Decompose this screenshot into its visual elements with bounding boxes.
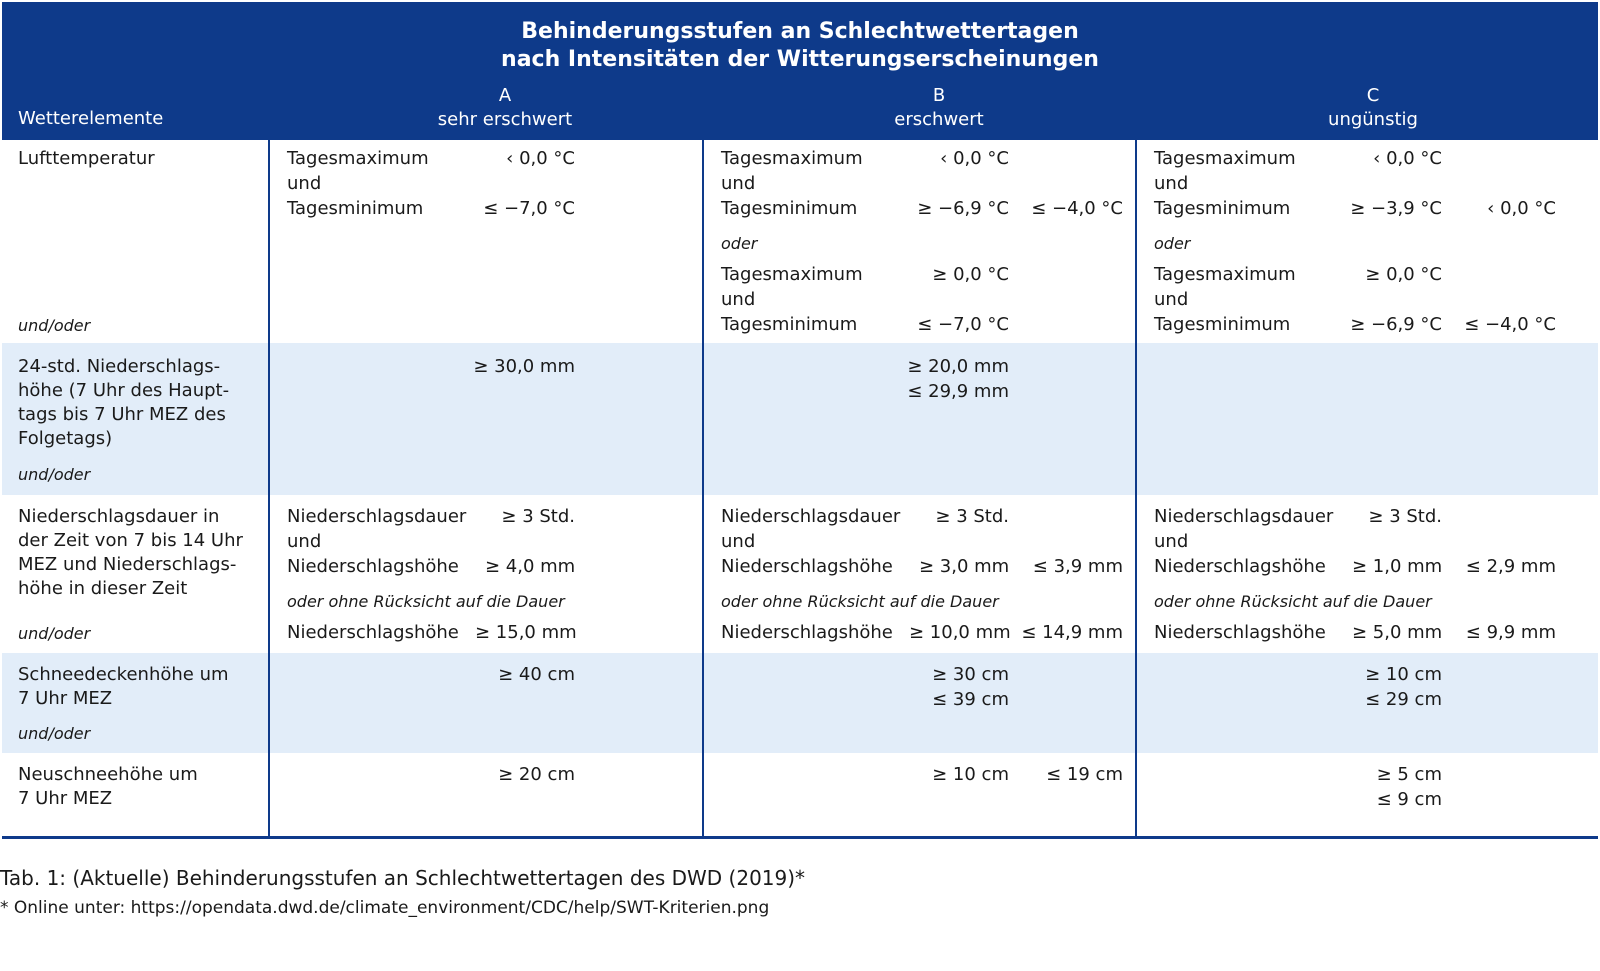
cell-label: Tagesminimum xyxy=(1154,314,1291,335)
row-label-lufttemperatur: Lufttemperatur xyxy=(18,148,155,169)
label-line: höhe (7 Uhr des Haupt- xyxy=(18,380,230,401)
table-title xyxy=(2,18,1598,74)
col-header-a xyxy=(405,84,605,132)
cell-oder: oder xyxy=(721,234,758,253)
cell-label: und xyxy=(287,531,322,552)
label-line: 24-std. Niederschlags- xyxy=(18,356,221,377)
row-band-niederschlag24 xyxy=(2,343,1598,495)
cell-value: ≥ 0,0 °C xyxy=(1365,264,1442,285)
cell-label: Tagesmaximum xyxy=(721,264,863,285)
und-oder-label: und/oder xyxy=(18,624,91,643)
cell-value: ≤ −7,0 °C xyxy=(483,198,575,219)
title-line-2: nach Intensitäten der Witterungserscheinungen xyxy=(501,47,1099,72)
cell-value: ≤ 29,9 mm xyxy=(907,381,1009,402)
label-line: Neuschneehöhe um xyxy=(18,764,198,785)
cell-label: Niederschlagshöhe xyxy=(721,556,893,577)
und-oder-label: und/oder xyxy=(18,465,91,484)
cell-value: ‹ 0,0 °C xyxy=(1373,148,1442,169)
cell-label: Niederschlagshöhe xyxy=(721,622,893,643)
criteria-table xyxy=(2,2,1598,839)
cell-label: Tagesmaximum xyxy=(1154,148,1296,169)
col-a-label: sehr erschwert xyxy=(437,109,573,130)
cell-label: Tagesmaximum xyxy=(721,148,863,169)
cell-label: Tagesminimum xyxy=(721,314,858,335)
column-divider xyxy=(702,140,704,836)
cell-ohne-dauer: oder ohne Rücksicht auf die Dauer xyxy=(721,592,999,611)
col-header-b xyxy=(839,84,1039,132)
cell-label: und xyxy=(721,289,756,310)
cell-value: ≥ −3,9 °C xyxy=(1350,198,1442,219)
label-line: der Zeit von 7 bis 14 Uhr xyxy=(18,530,243,551)
cell-value: ≥ 10,0 mm xyxy=(909,622,1011,643)
cell-value: ≤ 39 cm xyxy=(932,689,1009,710)
cell-value: ≥ 10 cm xyxy=(1365,664,1442,685)
cell-label: Tagesminimum xyxy=(721,198,858,219)
label-line: höhe in dieser Zeit xyxy=(18,578,188,599)
col-a-letter: A xyxy=(498,85,512,106)
row-label-niederschlagsdauer xyxy=(18,505,243,601)
cell-value: ≥ 3 Std. xyxy=(501,506,575,527)
cell-value: ≥ 1,0 mm xyxy=(1352,556,1443,577)
cell-value: ≥ 5 cm xyxy=(1376,764,1442,785)
col-c-label: ungünstig xyxy=(1328,109,1418,130)
label-line: MEZ und Niederschlags- xyxy=(18,554,237,575)
cell-label: Tagesmaximum xyxy=(287,148,429,169)
cell-value: ≥ 3 Std. xyxy=(935,506,1009,527)
cell-label: Tagesminimum xyxy=(1154,198,1291,219)
cell-value: ≥ 0,0 °C xyxy=(932,264,1009,285)
label-line: Niederschlagsdauer in xyxy=(18,506,220,527)
cell-value: ≥ 20,0 mm xyxy=(907,356,1009,377)
cell-ohne-dauer: oder ohne Rücksicht auf die Dauer xyxy=(287,592,565,611)
und-oder-label: und/oder xyxy=(18,316,91,335)
cell-value: ≥ −6,9 °C xyxy=(1350,314,1442,335)
cell-label: Niederschlagsdauer xyxy=(721,506,901,527)
cell-label: Niederschlagshöhe xyxy=(287,556,459,577)
table-caption: Tab. 1: (Aktuelle) Behinderungsstufen an Schlechtwettertagen des DWD (2019)* xyxy=(0,866,806,890)
cell-label: und xyxy=(721,173,756,194)
col-b-label: erschwert xyxy=(894,109,984,130)
cell-value: ≤ 2,9 mm xyxy=(1465,556,1556,577)
cell-label: Niederschlagsdauer xyxy=(1154,506,1334,527)
cell-value: ≤ 3,9 mm xyxy=(1032,556,1123,577)
cell-value: ≤ −4,0 °C xyxy=(1031,198,1123,219)
column-divider xyxy=(268,140,270,836)
cell-label: und xyxy=(287,173,322,194)
table-header xyxy=(2,2,1598,140)
cell-oder: oder xyxy=(1154,234,1191,253)
col-header-c xyxy=(1273,84,1473,132)
label-line: 7 Uhr MEZ xyxy=(18,788,113,809)
cell-value: ≥ 20 cm xyxy=(498,764,575,785)
label-line: Folgetags) xyxy=(18,428,113,449)
cell-value: ≥ 4,0 mm xyxy=(485,556,576,577)
cell-value: ≤ −4,0 °C xyxy=(1464,314,1556,335)
label-line: Schneedeckenhöhe um xyxy=(18,664,229,685)
row-label-neuschnee xyxy=(18,763,198,811)
col-header-wetterelemente: Wetterelemente xyxy=(18,108,164,129)
row-label-niederschlag24 xyxy=(18,355,229,451)
label-line: 7 Uhr MEZ xyxy=(18,688,113,709)
cell-label: Niederschlagshöhe xyxy=(1154,622,1326,643)
cell-value: ≥ 10 cm xyxy=(932,764,1009,785)
cell-value: ≤ 9 cm xyxy=(1376,789,1442,810)
cell-label: und xyxy=(721,531,756,552)
cell-value: ≤ 9,9 mm xyxy=(1465,622,1556,643)
cell-label: Niederschlagshöhe xyxy=(1154,556,1326,577)
cell-value: ≥ 40 cm xyxy=(498,664,575,685)
cell-value: ≤ −7,0 °C xyxy=(917,314,1009,335)
cell-value: ≥ −6,9 °C xyxy=(917,198,1009,219)
cell-value: ≤ 19 cm xyxy=(1046,764,1123,785)
cell-value: ≤ 29 cm xyxy=(1365,689,1442,710)
cell-value: ‹ 0,0 °C xyxy=(940,148,1009,169)
cell-value: ≥ 3 Std. xyxy=(1368,506,1442,527)
cell-value: ‹ 0,0 °C xyxy=(506,148,575,169)
cell-label: und xyxy=(1154,289,1189,310)
cell-value: ≥ 30,0 mm xyxy=(473,356,575,377)
row-label-schneedecke xyxy=(18,663,229,711)
col-b-letter: B xyxy=(932,85,946,106)
title-line-1: Behinderungsstufen an Schlechtwettertagen xyxy=(521,19,1079,44)
cell-value: ≥ 3,0 mm xyxy=(919,556,1010,577)
footnote: * Online unter: https://opendata.dwd.de/climate_environment/CDC/help/SWT-Kriterien.png xyxy=(0,898,770,918)
cell-value: ‹ 0,0 °C xyxy=(1487,198,1556,219)
cell-value: ≥ 15,0 mm xyxy=(475,622,577,643)
und-oder-label: und/oder xyxy=(18,724,91,743)
cell-label: und xyxy=(1154,173,1189,194)
cell-label: und xyxy=(1154,531,1189,552)
cell-label: Niederschlagsdauer xyxy=(287,506,467,527)
cell-label: Tagesminimum xyxy=(287,198,424,219)
col-c-letter: C xyxy=(1366,85,1380,106)
cell-label: Niederschlagshöhe xyxy=(287,622,459,643)
column-divider xyxy=(1135,140,1137,836)
cell-value: ≥ 5,0 mm xyxy=(1352,622,1443,643)
cell-value: ≤ 14,9 mm xyxy=(1021,622,1123,643)
cell-value: ≥ 30 cm xyxy=(932,664,1009,685)
cell-ohne-dauer: oder ohne Rücksicht auf die Dauer xyxy=(1154,592,1432,611)
cell-label: Tagesmaximum xyxy=(1154,264,1296,285)
label-line: tags bis 7 Uhr MEZ des xyxy=(18,404,226,425)
